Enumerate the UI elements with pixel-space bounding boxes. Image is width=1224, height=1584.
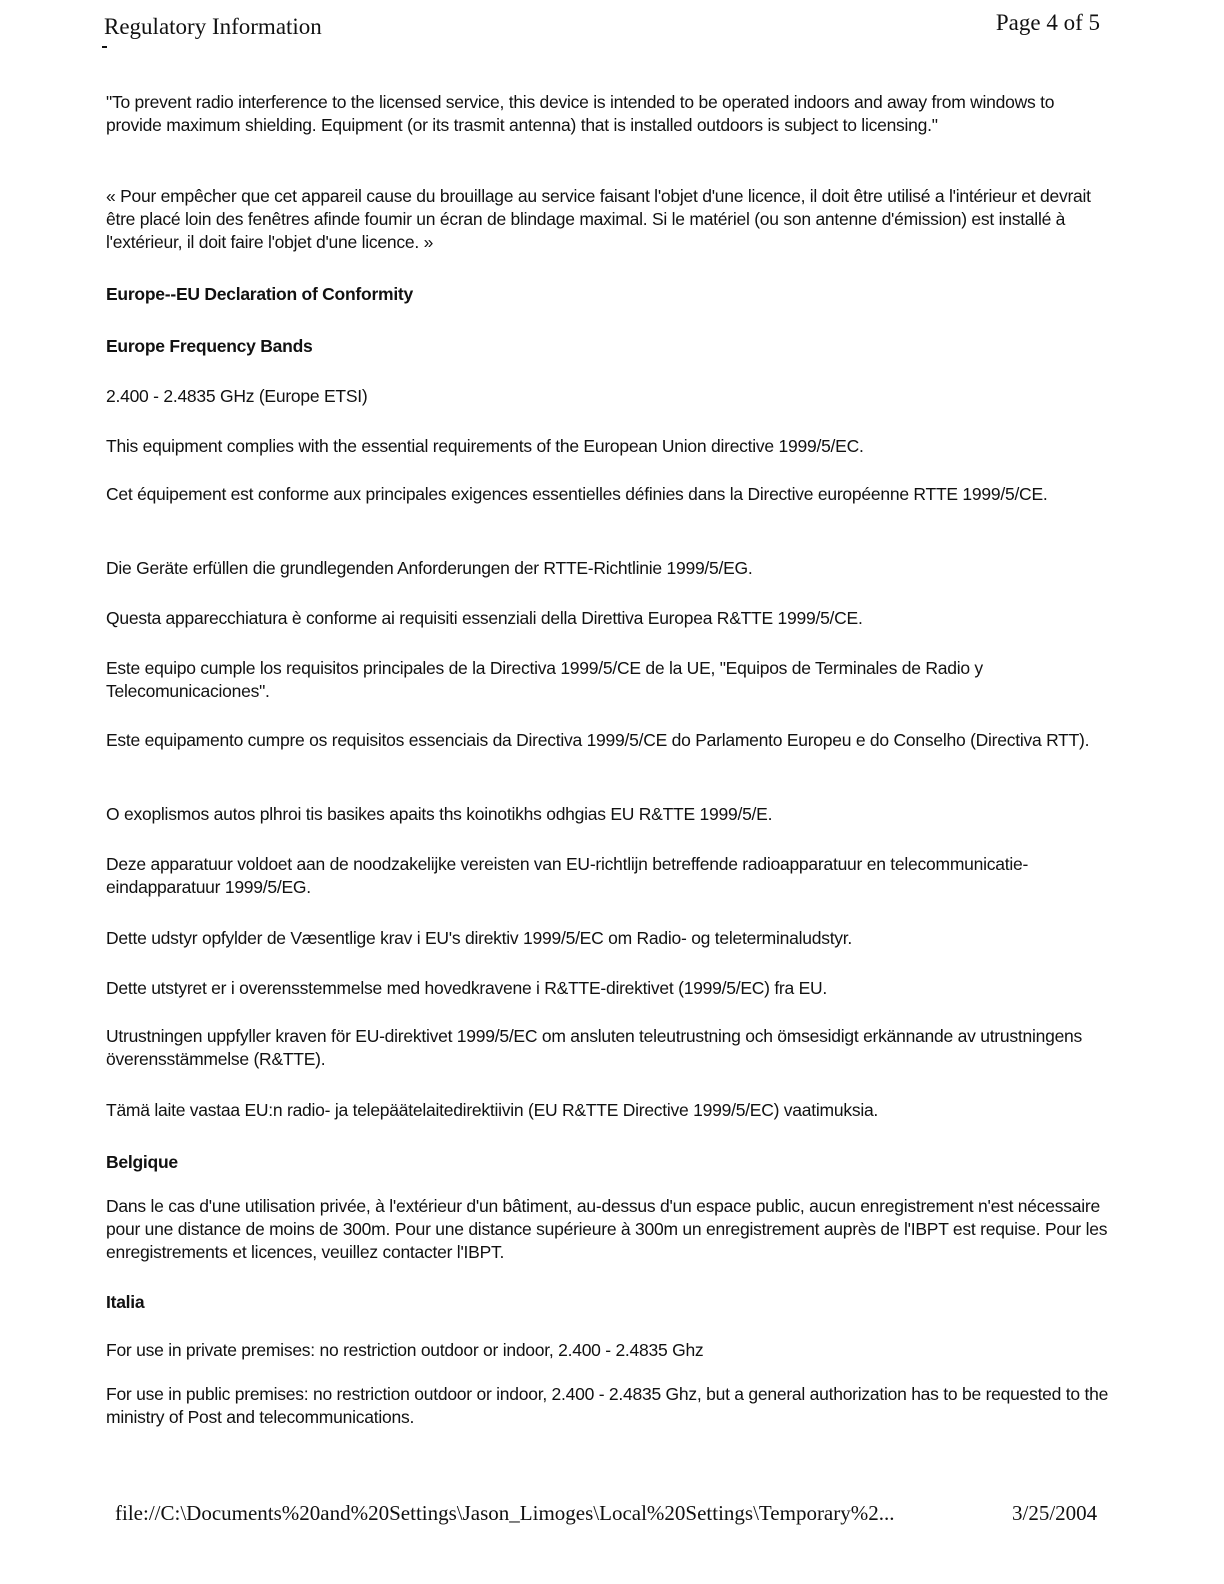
compliance-norwegian: Dette utstyret er i overensstemmelse med hovedkravene i R&TTE-direktivet (1999/5/EC) fra EU. [106, 978, 828, 998]
footer-file-path: file://C:\Documents%20and%20Settings\Jason_Limoges\Local%20Settings\Temporary%2... [115, 1501, 895, 1525]
frequency-bands-value: 2.400 - 2.4835 GHz (Europe ETSI) [106, 386, 368, 406]
canada-notice-english: "To prevent radio interference to the licensed service, this device is intended to be operated indoors and away from windows to provide maximum shielding. Equipment (or its trasmit antenna) that is installed outdoors is subject to licensing." [106, 92, 1055, 135]
compliance-english: This equipment complies with the essential requirements of the European Union directive 1999/5/EC. [106, 436, 864, 456]
compliance-spanish: Este equipo cumple los requisitos principales de la Directiva 1999/5/CE de la UE, "Equipos de Terminales de Radio y Telecomunicaciones". [106, 658, 983, 701]
compliance-swedish: Utrustningen uppfyller kraven för EU-direktivet 1999/5/EC om ansluten teleutrustning och ömsesidigt erkännande av utrustningens överensstämmelse (R&TTE). [106, 1026, 1083, 1069]
compliance-dutch: Deze apparatuur voldoet aan de noodzakelijke vereisten van EU-richtlijn betreffende radioapparatuur en telecommunicatie-eindapparatuur 1999/5/EG. [106, 854, 1029, 897]
compliance-french: Cet équipement est conforme aux principales exigences essentielles définies dans la Directive européenne RTTE 1999/5/CE. [106, 484, 1048, 504]
header-divider-mark [102, 46, 107, 48]
compliance-german: Die Geräte erfüllen die grundlegenden Anforderungen der RTTE-Richtlinie 1999/5/EG. [106, 558, 753, 578]
compliance-finnish: Tämä laite vastaa EU:n radio- ja telepäätelaitedirektiivin (EU R&TTE Directive 1999/5/EC) vaatimuksia. [106, 1100, 879, 1120]
page-header-title: Regulatory Information [104, 14, 322, 39]
eu-conformity-heading: Europe--EU Declaration of Conformity [106, 284, 413, 304]
footer-date: 3/25/2004 [1012, 1501, 1098, 1525]
italia-public-use: For use in public premises: no restriction outdoor or indoor, 2.400 - 2.4835 Ghz, but a general authorization has to be requested to the ministry of Post and telecommunications. [106, 1384, 1109, 1427]
italia-private-use: For use in private premises: no restriction outdoor or indoor, 2.400 - 2.4835 Ghz [106, 1340, 704, 1360]
compliance-greek: O exoplismos autos plhroi tis basikes apaits ths koinotikhs odhgias EU R&TTE 1999/5/E. [106, 804, 773, 824]
compliance-italian: Questa apparecchiatura è conforme ai requisiti essenziali della Direttiva Europea R&TTE 1999/5/CE. [106, 608, 863, 628]
belgique-text: Dans le cas d'une utilisation privée, à l'extérieur d'un bâtiment, au-dessus d'un espace public, aucun enregistrement n'est nécessaire pour une distance de moins de 300m. Pour une distance supérieure à 300m un enregistrement auprès de l'IBPT est requise. Pour les enregistrements et licences, veuillez contacter l'IBPT. [106, 1196, 1108, 1262]
italia-heading: Italia [106, 1292, 145, 1312]
page-number: Page 4 of 5 [995, 10, 1100, 35]
compliance-danish: Dette udstyr opfylder de Væsentlige krav i EU's direktiv 1999/5/EC om Radio- og teleterminaludstyr. [106, 928, 853, 948]
canada-notice-french: « Pour empêcher que cet appareil cause du brouillage au service faisant l'objet d'une licence, il doit être utilisé a l'intérieur et devrait être placé loin des fenêtres afinde foumir un écran de blindage maximal. Si le matériel (ou son antenne d'émission) est installé à l'extérieur, il doit faire l'objet d'une licence. » [106, 186, 1091, 252]
frequency-bands-heading: Europe Frequency Bands [106, 336, 313, 356]
compliance-portuguese: Este equipamento cumpre os requisitos essenciais da Directiva 1999/5/CE do Parlamento Europeu e do Conselho (Directiva RTT). [106, 730, 1090, 750]
belgique-heading: Belgique [106, 1152, 178, 1172]
